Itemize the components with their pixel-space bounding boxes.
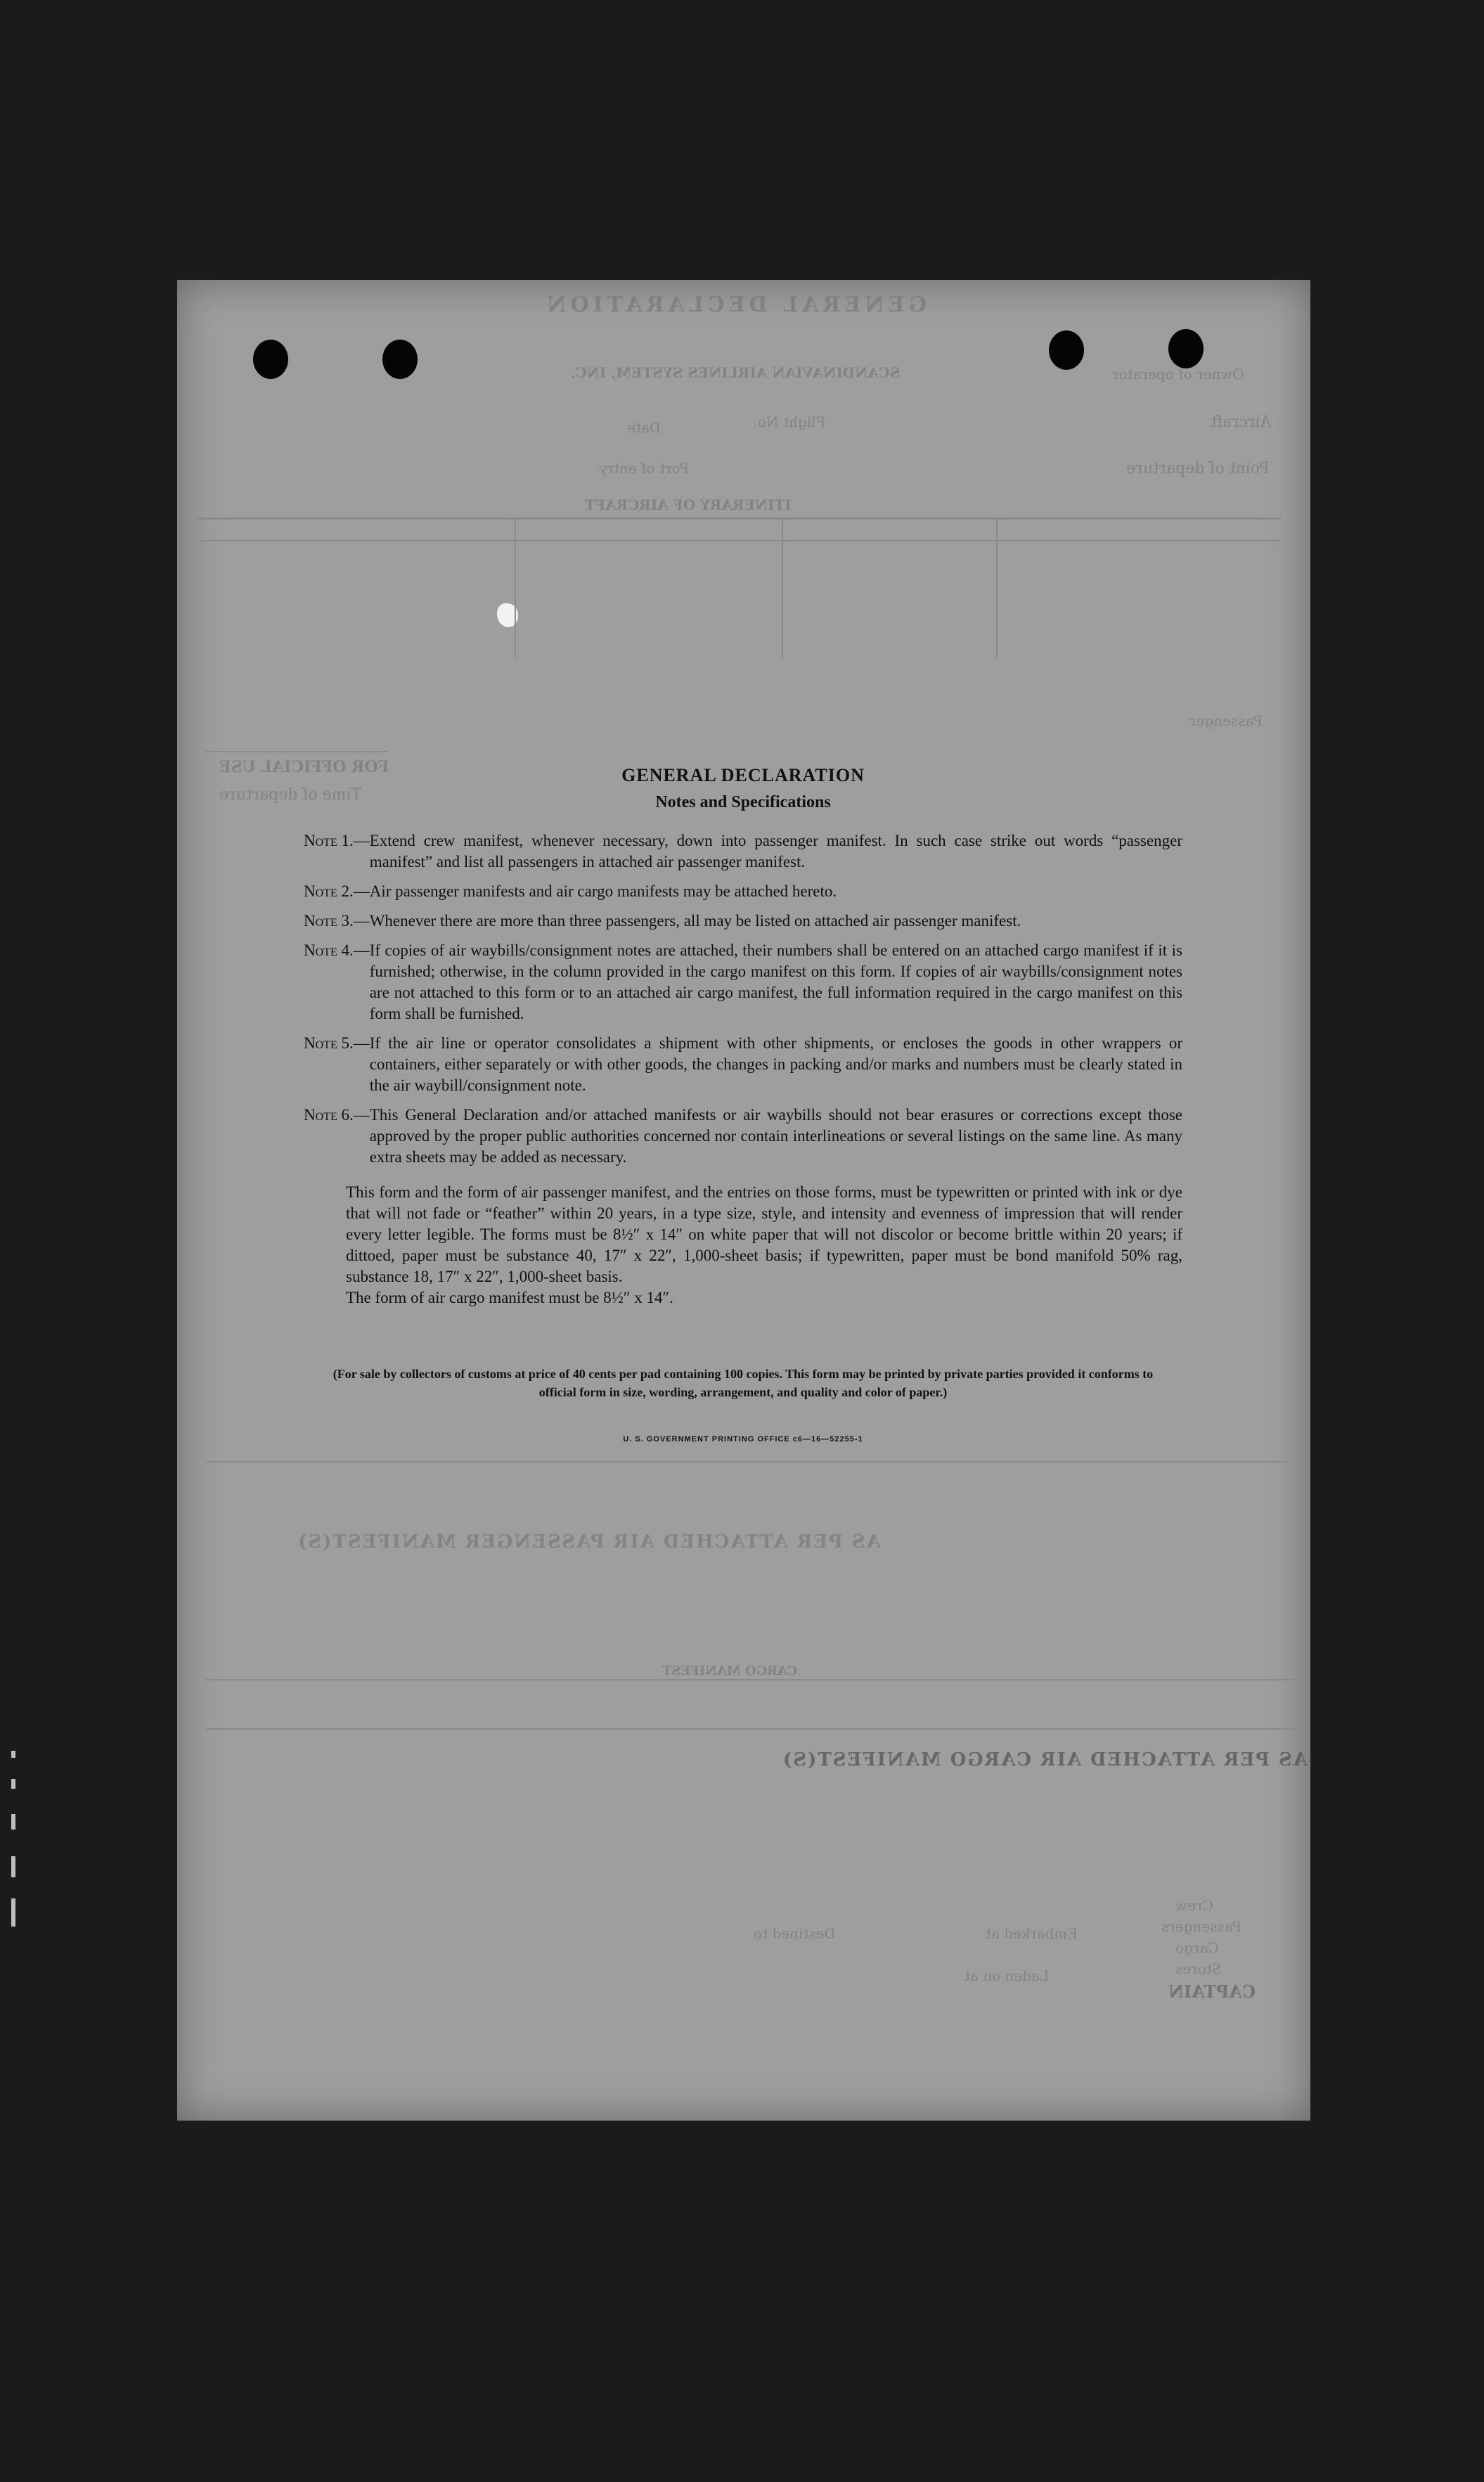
bleed-entry-label: Port of entry — [599, 460, 690, 477]
bleed-time-departure: Time of departure — [219, 786, 362, 804]
note-text: Extend crew manifest, whenever necessary, down into passenger manifest. In such case strike out words “passenger manifest” and list all passengers in attached air passenger manifest. — [369, 832, 1182, 870]
notes-block — [304, 765, 1182, 1443]
bleed-cargo-stamp: AS PER ATTACHED AIR CARGO MANIFEST(S) — [782, 1749, 1308, 1770]
bleed-rule — [205, 1679, 1295, 1680]
note-label: Note 4.— — [304, 941, 370, 959]
bleed-passenger-cargo: Passenger — [1189, 712, 1263, 729]
cargo-form-size: The form of air cargo manifest must be 8½″ x 14″. — [346, 1289, 673, 1306]
bleed-passengers-label: Passengers — [1161, 1918, 1242, 1935]
note-text: Whenever there are more than three passengers, all may be listed on attached air passenger manifest. — [369, 912, 1021, 930]
bleed-itinerary-label: ITINERARY OF AIRCRAFT — [585, 496, 792, 513]
note-6 — [304, 1105, 1182, 1168]
edge-mark — [11, 1751, 15, 1758]
note-1 — [304, 830, 1182, 873]
note-text: This General Declaration and/or attached manifests or air waybills should not bear erasures or corrections except those approved by the proper public authorities concerned nor contain interlineations or several listings on the same line. As many extra sheets may be added as necessary. — [369, 1106, 1182, 1166]
punch-hole — [1049, 330, 1084, 370]
bleed-departure-label: Point of departure — [1126, 460, 1270, 477]
sale-notice: (For sale by collectors of customs at price of 40 cents per pad containing 100 copies. This form may be printed by private parties provided it conforms to official form in size, wording, arrangement, and quality and color of paper.) — [333, 1367, 1154, 1399]
note-label: Note 1.— — [304, 832, 370, 849]
edge-mark — [11, 1814, 15, 1830]
punch-hole — [253, 340, 288, 379]
bleed-cargo-label: Cargo — [1175, 1939, 1219, 1956]
bleed-rule — [198, 540, 1281, 541]
bleed-flight-label: Flight No. — [754, 413, 826, 430]
punch-hole — [382, 340, 418, 379]
specification-paragraph: This form and the form of air passenger manifest, and the entries on those forms, must be typewritten or printed with ink or dye that will not fade or “feather” within 20 years, in a type size, style, and intensity and evenness of impression that will render every letter legible. The forms must be 8½″ x 14″ on white paper that will not discolor or become brittle within 20 years; if dittoed, paper must be substance 40, 17″ x 22″, 1,000-sheet basis; if typewritten, paper must be bond manifold 50% rag, substance 18, 17″ x 22″, 1,000-sheet basis. — [346, 1183, 1182, 1285]
bleed-captain-label: CAPTAIN — [1168, 1981, 1256, 2002]
note-text: If copies of air waybills/consignment notes are attached, their numbers shall be entered on an attached cargo manifest if it is furnished; otherwise, in the column provided in the cargo manifest on this form. If copies of air waybills/consignment notes are not attached to this form or to an attached air cargo manifest, the full information required in the cargo manifest on this form shall be furnished. — [369, 941, 1182, 1022]
bleed-rule — [205, 1728, 1295, 1730]
bleed-rule — [782, 517, 783, 658]
bleed-stores-label: Stores — [1175, 1960, 1222, 1977]
film-edge-marks — [6, 1751, 27, 1948]
document-subtitle: Notes and Specifications — [655, 793, 831, 811]
bleed-owner-label: Owner of operator — [1112, 366, 1244, 382]
note-label: Note 5.— — [304, 1034, 370, 1052]
edge-mark — [11, 1856, 15, 1877]
bleed-rule — [205, 1461, 1288, 1462]
printing-office-line: U. S. GOVERNMENT PRINTING OFFICE c6—16—52255-1 — [623, 1435, 863, 1443]
note-label: Note 3.— — [304, 912, 370, 930]
bleed-rule — [198, 517, 1281, 520]
bleed-destined-label: Destined to — [754, 1925, 836, 1942]
punch-hole — [1168, 329, 1204, 368]
bleed-header-title: GENERAL DECLARATION — [543, 292, 927, 317]
note-text: Air passenger manifests and air cargo manifests may be attached hereto. — [369, 882, 837, 900]
bleed-laden-label: Laden on at — [964, 1967, 1050, 1984]
bleed-aircraft-label: Aircraft — [1211, 413, 1272, 431]
note-label: Note 2.— — [304, 882, 370, 900]
note-4 — [304, 940, 1182, 1024]
bleed-rule — [205, 751, 388, 752]
document-sheet — [177, 280, 1310, 2121]
note-label: Note 6.— — [304, 1106, 370, 1124]
bleed-date-label: Date — [627, 419, 661, 436]
bleed-embarked-label: Embarked at — [986, 1925, 1078, 1942]
bleed-official-use: FOR OFFICIAL USE — [219, 758, 389, 776]
note-3 — [304, 911, 1182, 932]
bleed-crew-label: Crew — [1175, 1897, 1213, 1914]
edge-mark — [11, 1779, 15, 1789]
note-5 — [304, 1033, 1182, 1096]
bleed-passenger-stamp: AS PER ATTACHED AIR PASSENGER MANIFEST(S) — [297, 1531, 881, 1552]
bleed-rule — [996, 517, 998, 658]
bleed-cargo-manifest-label: CARGO MANIFEST — [662, 1664, 798, 1678]
edge-mark — [11, 1898, 15, 1927]
document-title: GENERAL DECLARATION — [621, 765, 865, 785]
bleed-rule — [515, 517, 516, 658]
bleed-airline-line: SCANDINAVIAN AIRLINES SYSTEM, INC. — [571, 364, 901, 381]
note-text: If the air line or operator consolidates a shipment with other shipments, or encloses the goods in other wrappers or containers, either separately or with other goods, the changes in packing and/or marks and numbers must be clearly stated in the air waybill/consignment note. — [369, 1034, 1182, 1094]
note-2 — [304, 881, 1182, 902]
